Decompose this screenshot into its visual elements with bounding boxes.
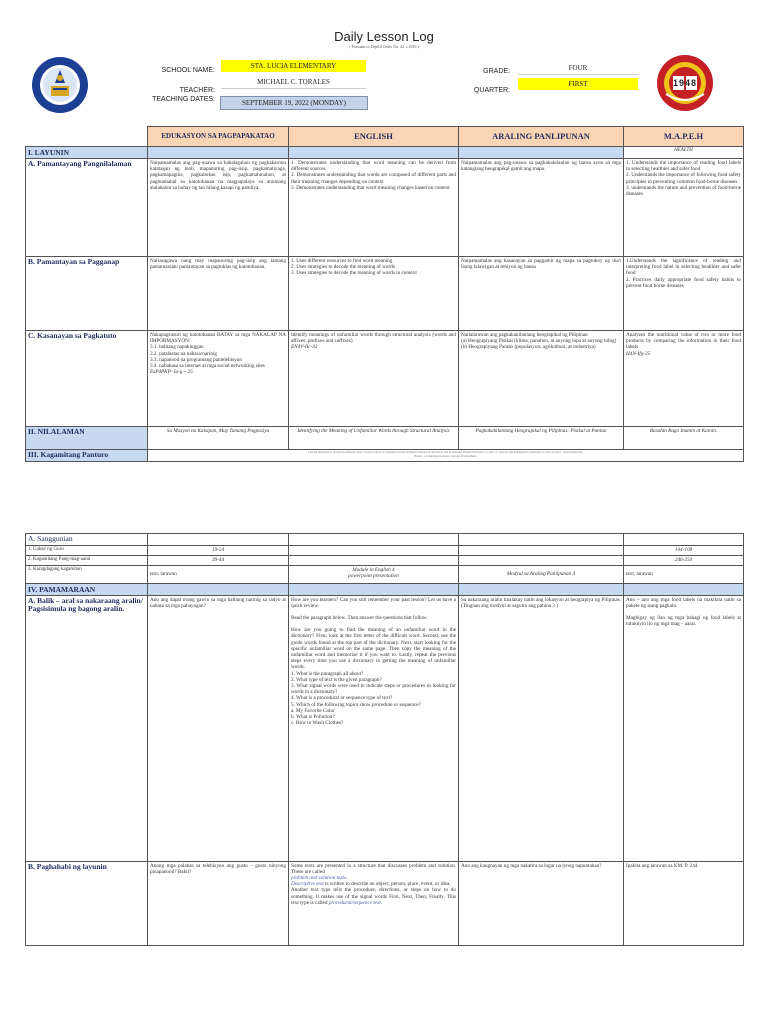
english-questions: 1. What is the paragraph all about? 2. What type of text is the given paragraph? 3. What signal words were used to indicate steps or procedures in looking for words in a dictionary? 4. What is a procedural or sequence type of text? 5. Which of the following topics show procedure or sequence? a. My Favorite Color b. What is Pollution? c. How to Wash Clothes? bbox=[291, 670, 456, 727]
paghahabi-ap: Ano ang kaugnayan ng mga nakatira sa lugar na iyong napuntahan? bbox=[459, 861, 624, 945]
nilalaman-english: Identifying the Meaning of Unfamiliar Words through Structural Analysis bbox=[289, 427, 459, 450]
page-gap bbox=[0, 468, 768, 520]
row-label: A. Balik – aral sa nakaraang aralin/ Pagsisimula ng bagong aralin. bbox=[26, 595, 148, 861]
paghahabi-mapeh: Ipakita ang larawan sa KM. P. 244 bbox=[624, 861, 744, 945]
ref-english bbox=[289, 545, 459, 555]
ref-mapeh: text, larawan bbox=[624, 565, 744, 583]
kagamitan-note bbox=[148, 450, 744, 462]
ref-esp: 39-44 bbox=[148, 555, 289, 565]
dll-table-page2 bbox=[25, 533, 744, 946]
row-label: C. Kasanayan sa Pagkatuto bbox=[26, 331, 148, 427]
mapeh-code: H4N-Ifg-25 bbox=[626, 350, 651, 357]
esp-competency: Nakapagsusuri ng katotohanan BATAY sa mga NAKALAP NA IMPORMASYON: 3.1. balitang napakinggan 3.2. patalastas na nabasa/narinig 3.3. napanood na programang pantelebisyon 3.4. nababasa sa internet at mga social networking sites bbox=[150, 332, 286, 370]
balik-mapeh: Ano – ano ang mga food labels na makikita natin sa pakete ng isang pagkain. Magbigay ng ilan ng mga bahagi ng food labels at tutukuyin ito ng mga mag – aaral. bbox=[624, 595, 744, 861]
cell-ap: Nailalarawan ang pagkakakilanlang heograpikal ng Pilipinas: (a) Heograpiyang Pisikal (klima, panahon, at anyong lupa at anyong tubig) (b) Heograpiyang Pantao (populasyon, agrikultura, at industriya) bbox=[459, 331, 624, 427]
teacher-value: MICHAEL C. TORALES bbox=[221, 76, 366, 89]
cell-esp: Naisasagawa nang may mapanuring pag-iisip ang tamang pamamaraan/ pamantayan sa pagtuklas ng katotohanan. bbox=[148, 257, 289, 331]
col-head-mapeh: M.A.P.E.H bbox=[624, 127, 744, 147]
document-subtitle: ( Pursuant to DepEd Order No. 42, s 2016 ) bbox=[349, 44, 419, 49]
cell-english: 1. Uses different resources to find word meaning 2. Uses strategies to decode the meaning of words 3. Uses strategies to decode the meaning of words in context bbox=[289, 257, 459, 331]
paghahabi-english bbox=[289, 861, 459, 945]
ref-label: 1. Gabay ng Guro bbox=[26, 545, 148, 555]
ref-mapeh: 246-250 bbox=[624, 555, 744, 565]
ref-ap bbox=[459, 545, 624, 555]
school-name-label: SCHOOL NAME: bbox=[161, 67, 215, 74]
ref-label: 3. Karagdagang kagamitan bbox=[26, 565, 148, 583]
english-code: EN4V-IIc-32 bbox=[291, 344, 318, 351]
ref-esp: text, larawan bbox=[148, 565, 289, 583]
school-seal-logo bbox=[656, 54, 714, 112]
balik-esp: Ano ang dapat mong gawin sa mga balitang narinig sa radyo at nabasa sa mga pahayagan? bbox=[148, 595, 289, 861]
ref-english bbox=[289, 555, 459, 565]
ref-ap bbox=[459, 555, 624, 565]
cell-esp: Naipamamalas ang pag-unawa sa kahalagahan ng pagkakaroon katatagan ng loob, mapanuring pag-iisip, pagkamatiyaga, pagkamapagtiis, pagkabukas isip, pagkamahinahon, at pagmamahal sa katotohanan na magpapalaya sa anumang alalahanin sa buhay ng tao bilang kasapi ng pamilya. bbox=[148, 159, 289, 257]
col-head-english: ENGLISH bbox=[289, 127, 459, 147]
cell-esp bbox=[148, 331, 289, 427]
row-label: B. Pamantayan sa Pagganap bbox=[26, 257, 148, 331]
row-label: A. Pamantayang Pangnilalaman bbox=[26, 159, 148, 257]
health-subhead: HEALTH bbox=[624, 147, 744, 159]
ref-label: 2. Kagamitang Pang-mag-aaral bbox=[26, 555, 148, 565]
nilalaman-ap: Pagkakakilanlang Heograpikal ng Pilipinas: Pisikal at Pantao bbox=[459, 427, 624, 450]
cell-mapeh: 1.Understands the significance of reading and interpreting food label in selecting healthier and safer food 2. Practices daily appropriate food safety habits to prevent food borne diseases bbox=[624, 257, 744, 331]
section-nilalaman: II. NILALAMAN bbox=[26, 427, 148, 450]
balik-english bbox=[289, 595, 459, 861]
kagamitan-note-line1: List the materials to be used in different days. Varied sources of materials sustain children's interest in the lesson and in learning. Ensure that there is a mix of concrete and manipulative materials as well as paper - based materials. bbox=[308, 450, 583, 454]
nilalaman-esp: Sa Masyon na Kaisipan, May Tamang Pagpasiya bbox=[148, 427, 289, 450]
quarter-label: QUARTER: bbox=[473, 87, 510, 94]
cell-ap: Naipamamalas ang pag-unawa sa pagkakakilanlan ng bansa ayon sa mga katangiang heograpikal gamit ang mapa. bbox=[459, 159, 624, 257]
kagamitan-note-line2: Hands - on learning promotes concept development. bbox=[414, 453, 477, 458]
school-seal-year: 1948 bbox=[672, 78, 698, 88]
ref-mapeh: 104-108 bbox=[624, 545, 744, 555]
page-1 bbox=[0, 0, 768, 468]
col-head-esp: EDUKASYON SA PAGPAPAKATAO bbox=[148, 127, 289, 147]
dll-table-page1 bbox=[25, 126, 744, 462]
cell-mapeh: 1. Understands the importance of reading food labels in selecting healthier and safer food 2. Understands the importance of following food safety principles in preventing common food-borne diseases 3. understands the nature and prevention of food-borne diseases bbox=[624, 159, 744, 257]
teacher-label: TEACHER: bbox=[179, 87, 215, 94]
ref-english bbox=[289, 565, 459, 583]
teaching-date-value: SEPTEMBER 19, 2022 (MONDAY) bbox=[220, 96, 368, 110]
english-text-1-italic: problem and solution texts. bbox=[291, 875, 348, 881]
document-title: Daily Lesson Log bbox=[334, 29, 434, 44]
section-pamamaraan: IV. PAMAMARAAN bbox=[26, 583, 148, 595]
mapeh-competency: Analyzes the nutritional value of two or more food products by comparing the information in their food labels bbox=[626, 332, 741, 351]
nilalaman-mapeh: Basahin Bago Inumin at Kainin. bbox=[624, 427, 744, 450]
english-text-1: Some texts are presented in a structure that discusses problem and solution. These are called bbox=[291, 862, 456, 875]
balik-ap: Sa nakaraang aralin tinalakay natin ang lokasyon at heograpiya ng Pilipinas. (Tingnan ang modyul at sagutin ang pahina 3 ) bbox=[459, 595, 624, 861]
section-layunin: I. LAYUNIN bbox=[26, 147, 148, 159]
page-2 bbox=[0, 520, 768, 1024]
section-sanggunian: A. Sanggunian bbox=[26, 534, 148, 546]
school-name-value: STA. LUCIA ELEMENTARY bbox=[221, 60, 366, 72]
cell-english: 1. Demonstrates understanding that word meaning can be derived from different sources 2. Demonstrates understanding that words are composed of different parts and their meaning changes depending on context 3. Demonstrates understanding that word meaning changes based on context bbox=[289, 159, 459, 257]
ref-english-line2: powerpoint presentation bbox=[348, 572, 399, 579]
quarter-value: FIRST bbox=[518, 78, 638, 90]
section-kagamitan: III. Kagamitang Panturo bbox=[26, 450, 148, 462]
english-intro: How are you learners? Can you still remember your past lesson? Let us have a quick review. bbox=[291, 596, 456, 609]
english-text-3-italic: procedural/sequence text. bbox=[328, 899, 383, 906]
deped-seal-logo bbox=[31, 56, 89, 114]
english-paragraph: How are you going to find the meaning of an unfamiliar word in the dictionary? First, look at the first letter of the difficult word. Second, use the guide words found at the top part of the dictionary. Next, start looking for the specific unfamiliar word on the same page. Then copy the meaning of the unfamiliar word and memorize it if you want to. Lastly, repeat the previous steps every time you use a dictionary in getting the meaning of unfamiliar words. bbox=[291, 627, 456, 671]
english-competency: Identify meanings of unfamiliar words through structural analysis (words and affixes: prefixes and suffixes) bbox=[291, 332, 456, 345]
grade-label: GRADE: bbox=[483, 68, 510, 75]
ref-english-line1: Module in English 4 bbox=[352, 566, 395, 573]
english-text-3: Another text type tells the procedure, directions, or steps on how to do something. It makes use of the signal words First, Next, Then, Finally. This text type is called bbox=[291, 887, 456, 906]
ref-ap: Modyul sa Araling Panlipunan 4 bbox=[459, 565, 624, 583]
col-head-ap: ARALING PANLIPUNAN bbox=[459, 127, 624, 147]
english-text-2-italic: Descriptive text bbox=[291, 881, 324, 888]
esp-code: EsP4PKP- Ia-g – 25 bbox=[150, 369, 193, 376]
ref-esp: 19-24 bbox=[148, 545, 289, 555]
paghahabi-esp: Anong mga palabas sa telebisyon ang gusto – gusto ninyong pinapanood? Bakit? bbox=[148, 861, 289, 945]
teaching-dates-label: TEACHING DATES: bbox=[152, 96, 215, 103]
row-label: B. Paghahabi ng layunin bbox=[26, 861, 148, 945]
cell-english bbox=[289, 331, 459, 427]
grade-value: FOUR bbox=[518, 62, 638, 75]
english-text-2: is written to describe an object, person, place, event, or idea. bbox=[325, 881, 451, 888]
cell-mapeh bbox=[624, 331, 744, 427]
cell-ap: Naipamamalas ang kasanayan sa paggamit ng mapa sa pagtukoy ng iba't ibang lalawigan at rehiyon ng bansa bbox=[459, 257, 624, 331]
english-read: Read the paragraph below. Then answer the questions that follow. bbox=[291, 615, 428, 621]
